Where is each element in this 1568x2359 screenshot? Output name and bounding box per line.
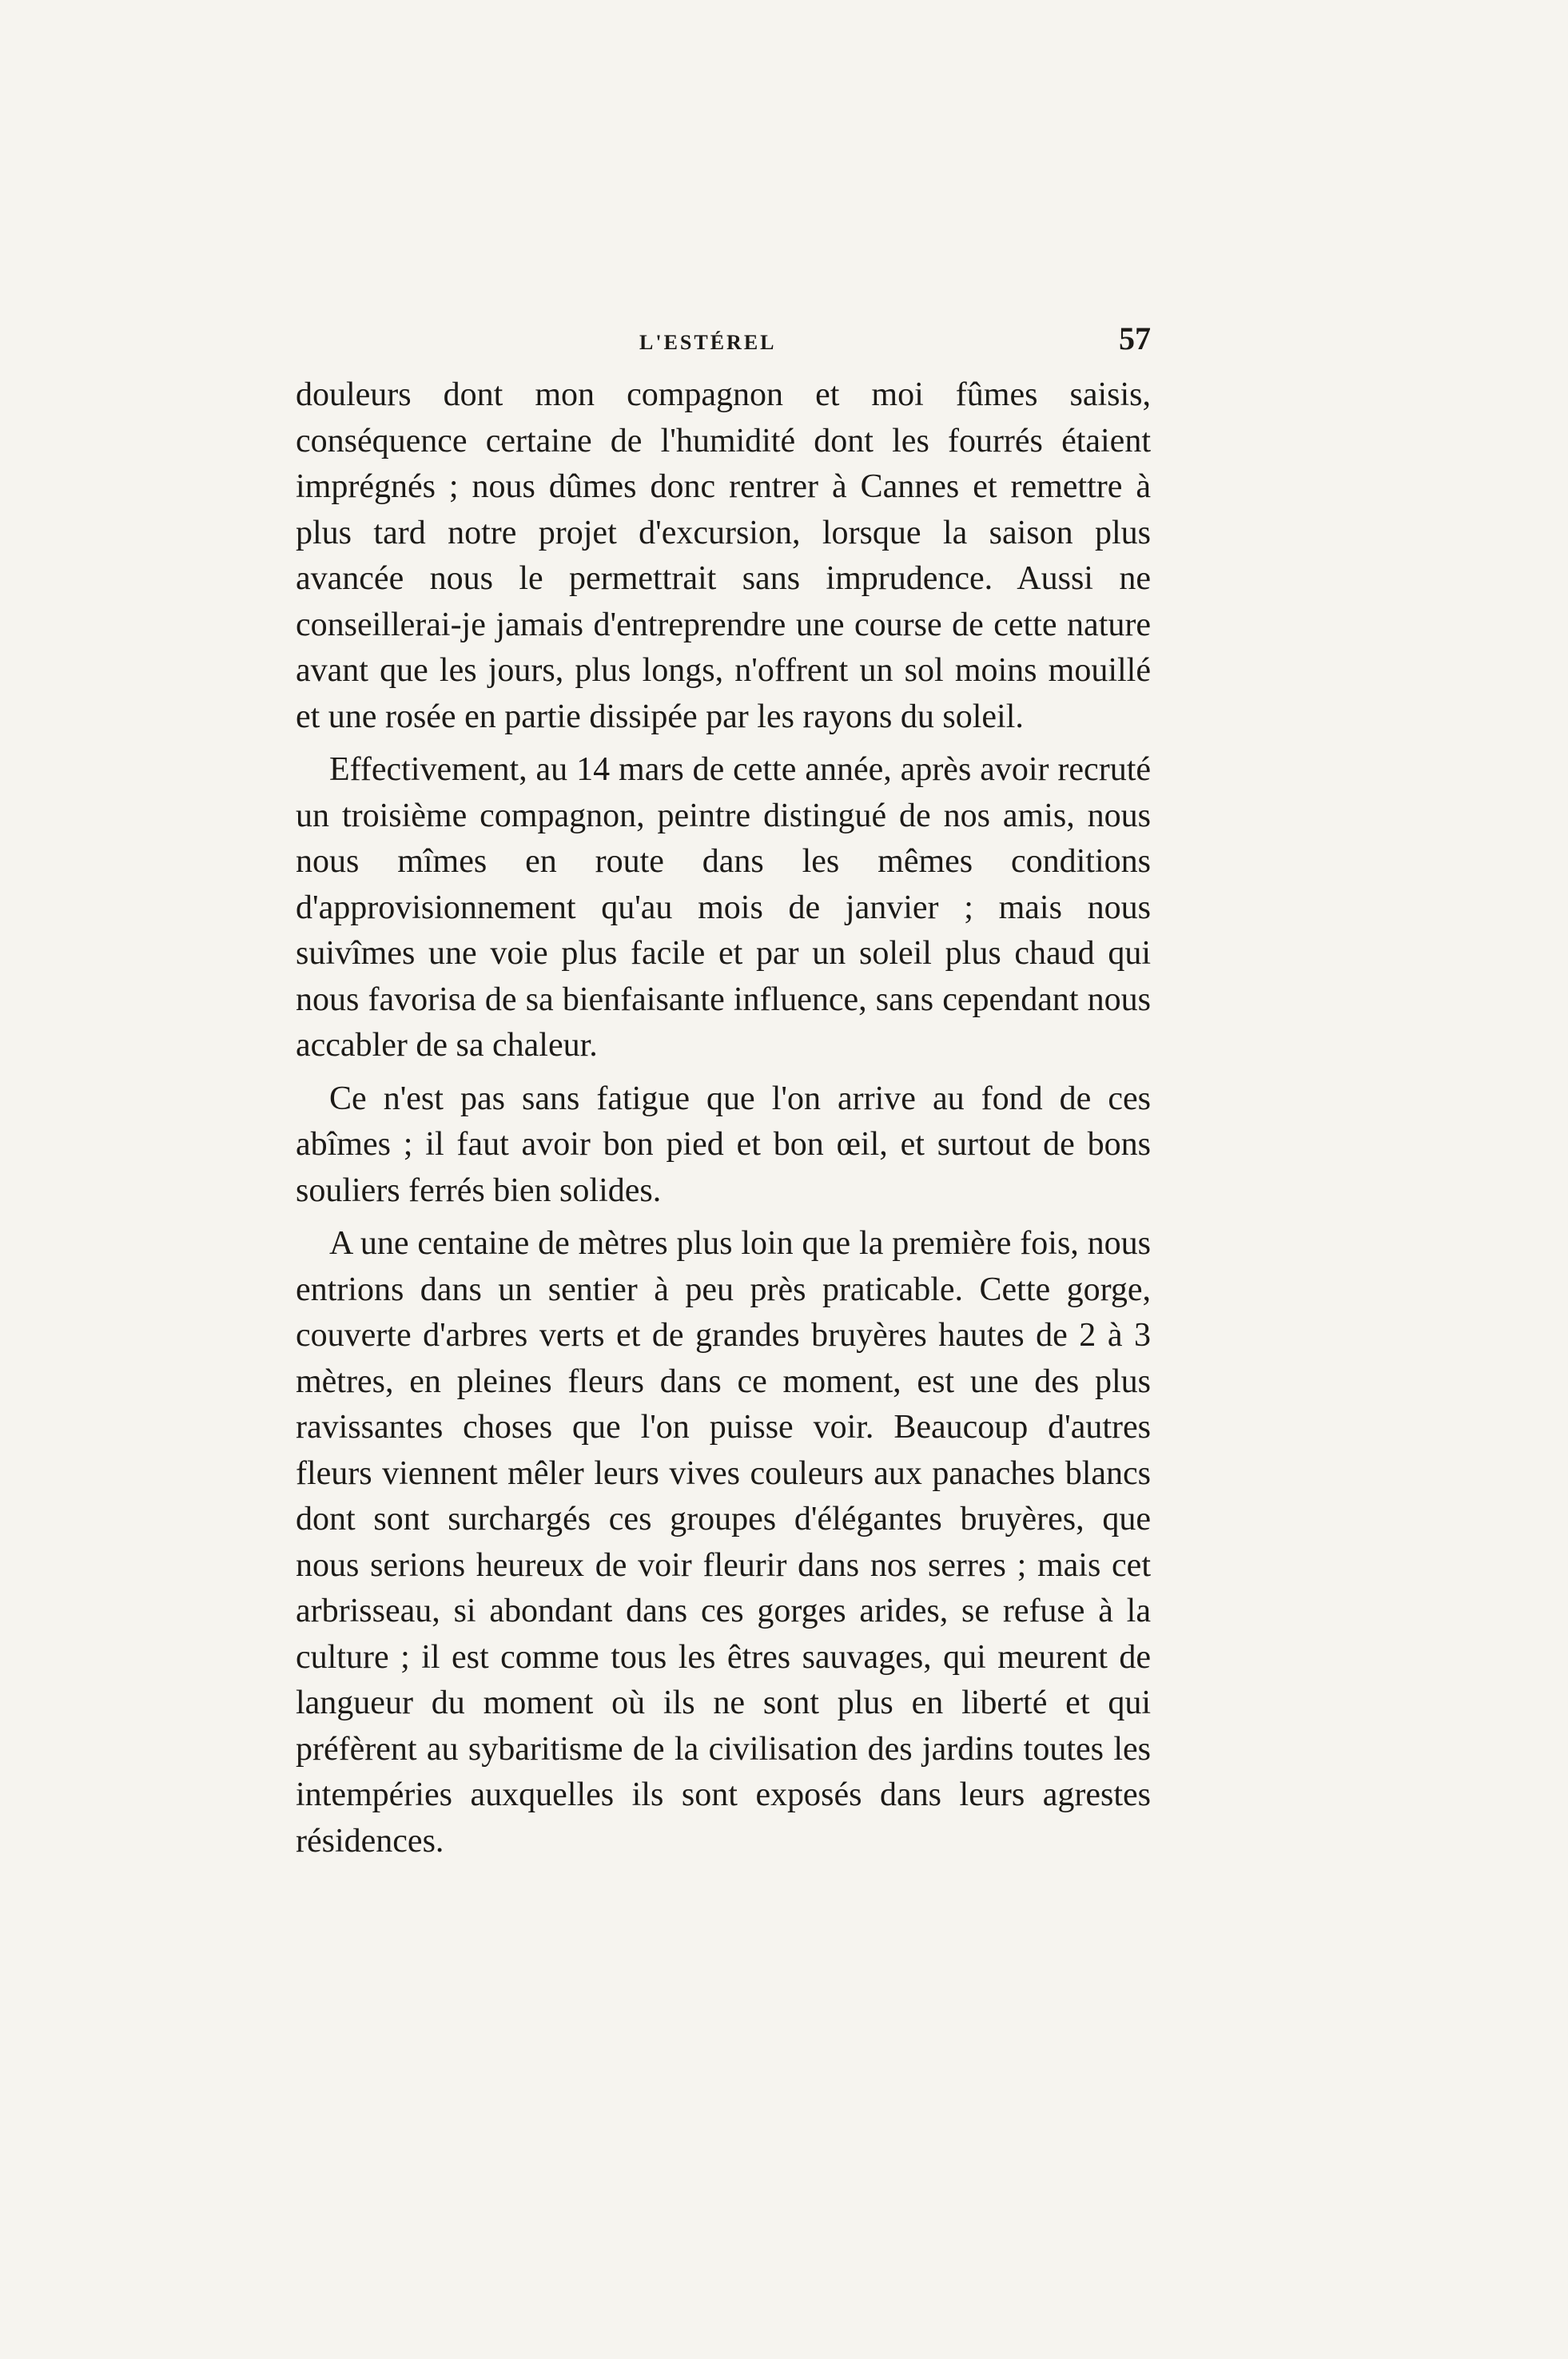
paragraph: Ce n'est pas sans fatigue que l'on arrive au fond de ces abîmes ; il faut avoir bon pied et bon œil, et surtout de bons souliers ferrés bien solides. (296, 1080, 1151, 1209)
paragraph-continued: douleurs dont mon compagnon et moi fûmes saisis, conséquence certaine de l'humidité dont les fourrés étaient imprégnés ; nous dûmes donc rentrer à Cannes et remettre à plus tard notre projet d'excursion, lorsque la saison plus avancée nous le permettrait sans imprudence. Aussi ne conseillerai-je jamais d'entreprendre une course de cette nature avant que les jours, plus longs, n'offrent un sol moins mouillé et une rosée en partie dissipée par les rayons du soleil. (296, 376, 1151, 735)
body-text (296, 372, 1151, 1864)
page-number: 57 (1119, 320, 1151, 356)
page-header (296, 320, 1151, 368)
paragraph: A une centaine de mètres plus loin que la première fois, nous entrions dans un sentier à peu près praticable. Cette gorge, couverte d'arbres verts et de grandes bruyères hautes de 2 à 3 mètres, en pleines fleurs dans ce moment, est une des plus ravissantes choses que l'on puisse voir. Beaucoup d'autres fleurs viennent mêler leurs vives couleurs aux panaches blancs dont sont surchargés ces groupes d'élégantes bruyères, que nous serions heureux de voir fleurir dans nos serres ; mais cet arbrisseau, si abondant dans ces gorges arides, se refuse à la culture ; il est comme tous les êtres sauvages, qui meurent de langueur du moment où ils ne sont plus en liberté et qui préfèrent au sybaritisme de la civilisation des jardins toutes les intempéries auxquelles ils sont exposés dans leurs agrestes résidences. (296, 1225, 1151, 1860)
running-title: L'ESTÉREL (639, 331, 777, 354)
paragraph: Effectivement, au 14 mars de cette année, après avoir recruté un troisième compagnon, peintre distingué de nos amis, nous nous mîmes en route dans les mêmes conditions d'approvisionnement qu'au mois de janvier ; mais nous suivîmes une voie plus facile et par un soleil plus chaud qui nous favorisa de sa bienfaisante influence, sans cependant nous accabler de sa chaleur. (296, 751, 1151, 1064)
